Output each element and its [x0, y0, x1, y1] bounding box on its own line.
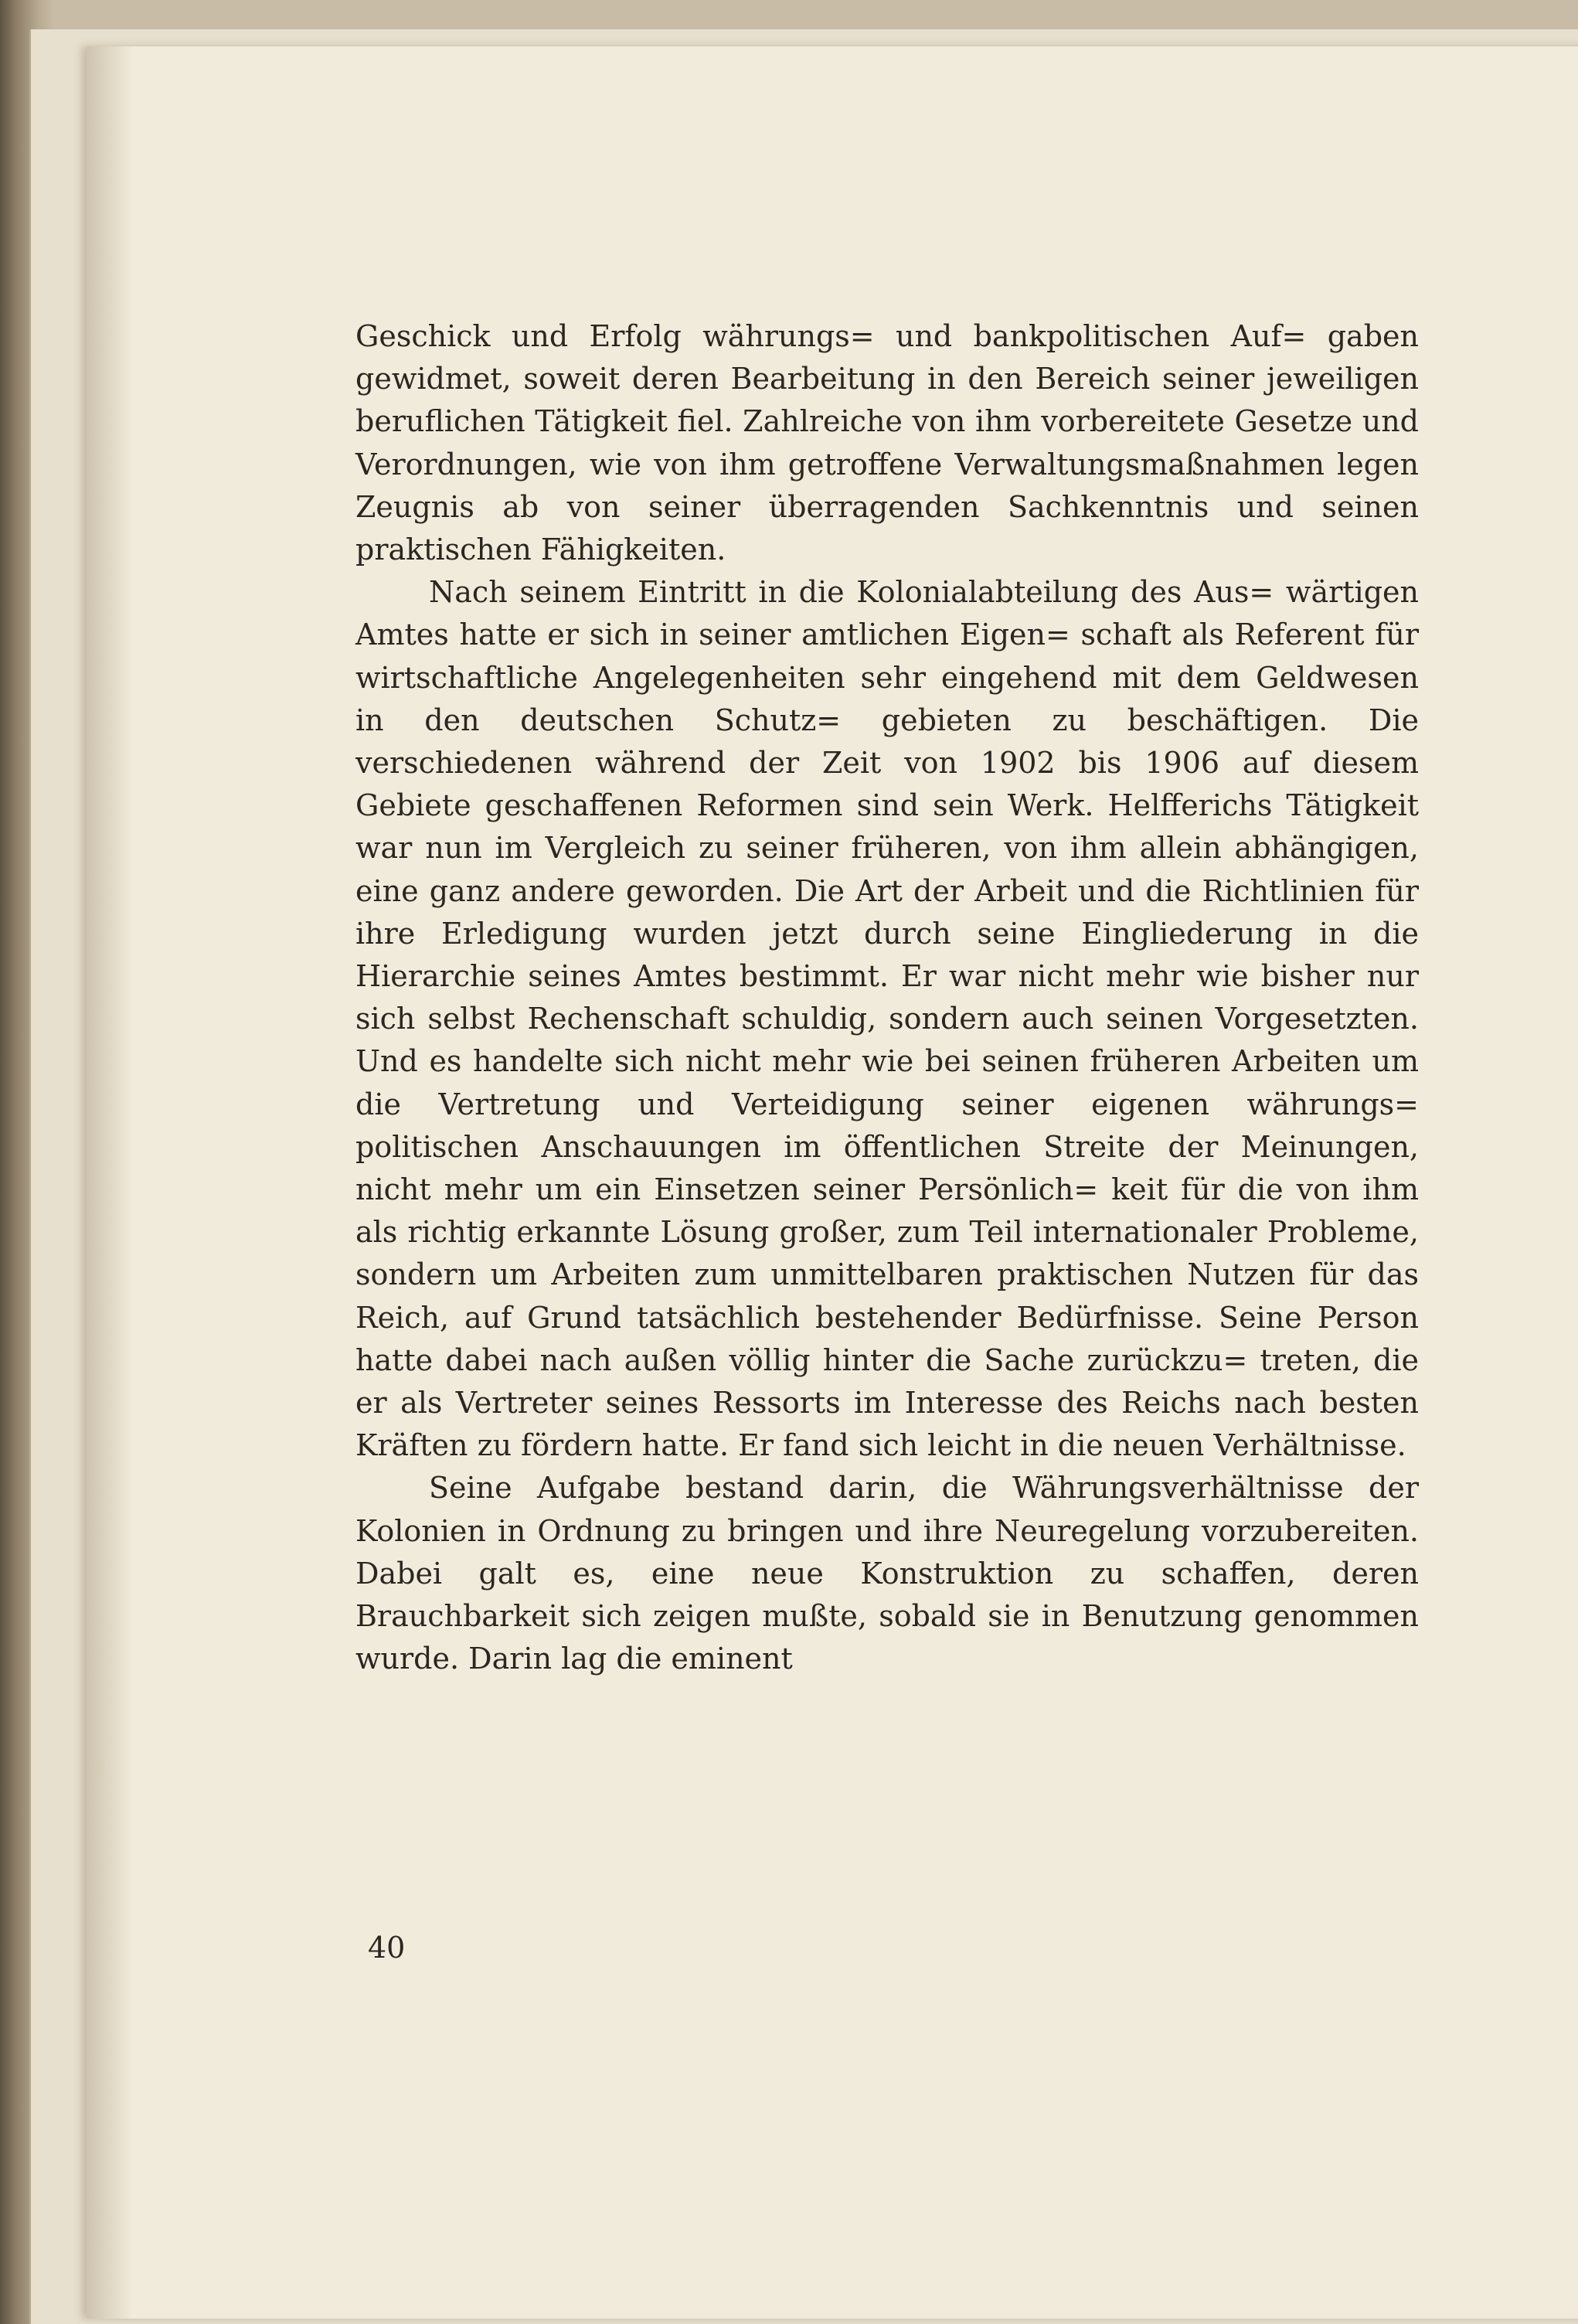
spine-shadow — [87, 46, 133, 2319]
page-number: 40 — [368, 1931, 406, 1965]
paragraph-2: Nach seinem Eintritt in die Kolonialabteilung des Aus= wärtigen Amtes hatte er sich in seiner amtlichen Eigen= schaft als Referent für wirtschaftliche Angelegenheiten sehr eingehend mit dem Geldwesen in den deutschen Schutz= gebieten zu beschäftigen. Die verschiedenen während der Zeit von 1902 bis 1906 auf diesem Gebiete geschaffenen Reformen sind sein Werk. Helfferichs Tätigkeit war nun im Vergleich zu seiner früheren, von ihm allein abhängigen, eine ganz andere geworden. Die Art der Arbeit und die Richtlinien für ihre Erledigung wurden jetzt durch seine Eingliederung in die Hierarchie seines Amtes bestimmt. Er war nicht mehr wie bisher nur sich selbst Rechenschaft schuldig, sondern auch seinen Vorgesetzten. Und es handelte sich nicht mehr wie bei seinen früheren Arbeiten um die Vertretung und Verteidigung seiner eigenen währungs= politischen Anschauungen im öffentlichen Streite der Meinungen, nicht mehr um ein Einsetzen seiner Persönlich= keit für die von ihm als richtig erkannte Lösung großer, zum Teil internationaler Probleme, sondern um Arbeiten zum unmittelbaren praktischen Nutzen für das Reich, auf Grund tatsächlich bestehender Bedürfnisse. Seine Person hatte dabei nach außen völlig hinter die Sache zurückzu= treten, die er als Vertreter seines Ressorts im Interesse des Reichs nach besten Kräften zu fördern hatte. Er fand sich leicht in die neuen Verhältnisse. — [355, 575, 1419, 1463]
body-text — [355, 315, 1419, 1681]
paragraph-1: Geschick und Erfolg währungs= und bankpolitischen Auf= gaben gewidmet, soweit deren Bearbeitung in den Bereich seiner jeweiligen beruflichen Tätigkeit fiel. Zahlreiche von ihm vorbereitete Gesetze und Verordnungen, wie von ihm getroffene Verwaltungsmaßnahmen legen Zeugnis ab von seiner überragenden Sachkenntnis und seinen praktischen Fähigkeiten. — [355, 319, 1419, 567]
paragraph-3: Seine Aufgabe bestand darin, die Währungsverhältnisse der Kolonien in Ordnung zu bringen und ihre Neuregelung vorzubereiten. Dabei galt es, eine neue Konstruktion zu schaffen, deren Brauchbarkeit sich zeigen mußte, sobald sie in Benutzung genommen wurde. Darin lag die eminent — [355, 1471, 1419, 1676]
